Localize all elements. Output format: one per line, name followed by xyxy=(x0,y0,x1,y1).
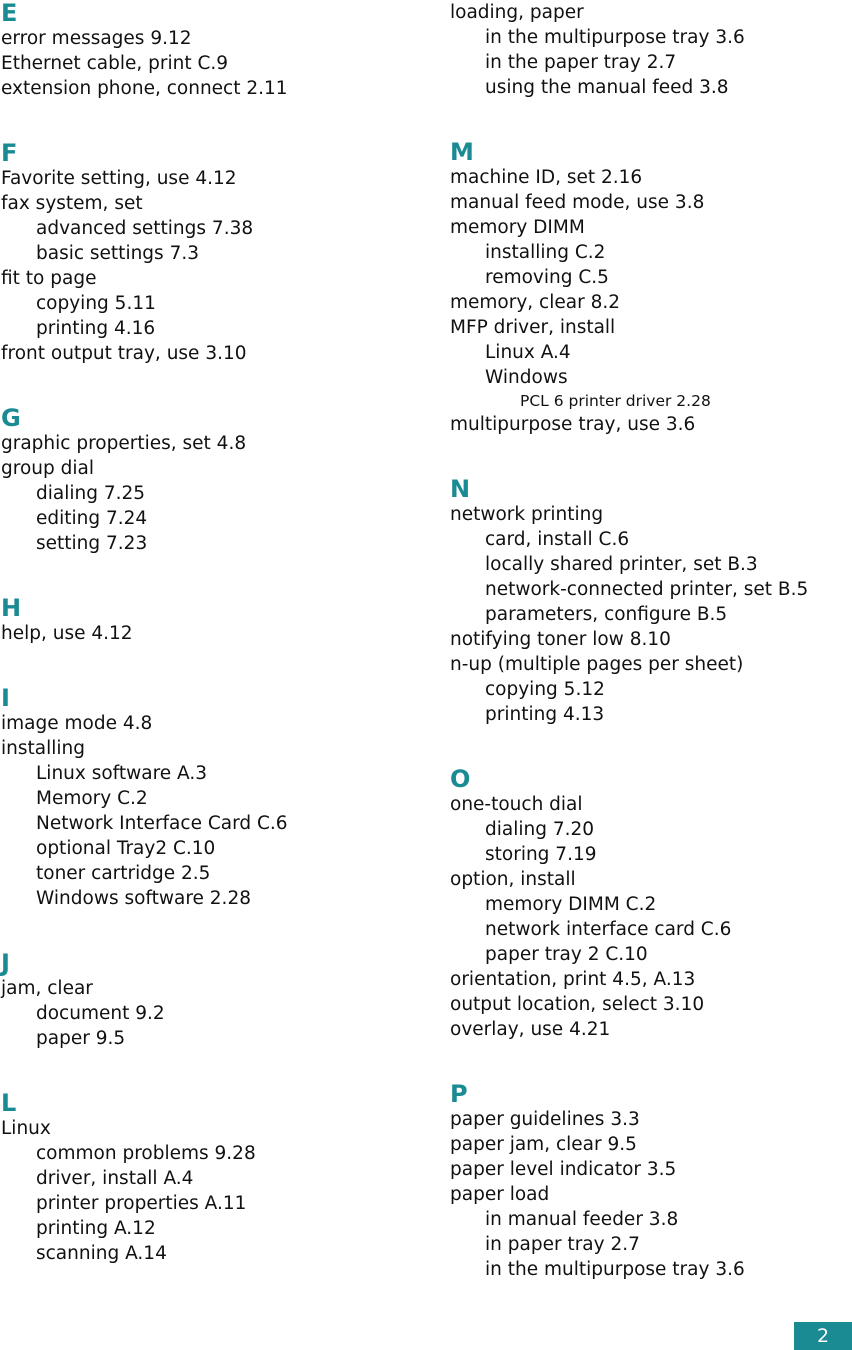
index-subentry: paper 9.5 xyxy=(36,1028,126,1049)
index-entry: extension phone, connect 2.11 xyxy=(1,78,288,99)
index-section xyxy=(1,556,421,646)
index-section xyxy=(1,646,421,911)
index-entry: option, install xyxy=(450,869,576,890)
index-subentry: Windows xyxy=(485,367,568,388)
index-subentry: driver, install A.4 xyxy=(36,1168,194,1189)
index-entry: front output tray, use 3.10 xyxy=(1,343,247,364)
index-subentry: card, install C.6 xyxy=(485,529,630,550)
index-section xyxy=(450,0,850,100)
section-letter: G xyxy=(1,404,21,432)
index-subentry: paper tray 2 C.10 xyxy=(485,944,648,965)
index-subentry: printing 4.13 xyxy=(485,704,605,725)
index-entry: graphic properties, set 4.8 xyxy=(1,433,247,454)
index-subentry: toner cartridge 2.5 xyxy=(36,863,211,884)
index-subentry: optional Tray2 C.10 xyxy=(36,838,216,859)
index-entry: image mode 4.8 xyxy=(1,713,153,734)
index-entry: notifying toner low 8.10 xyxy=(450,629,671,650)
index-subentry: editing 7.24 xyxy=(36,508,148,529)
index-section xyxy=(1,1051,421,1266)
index-entry: network printing xyxy=(450,504,604,525)
section-spacer xyxy=(1,1051,421,1090)
section-spacer xyxy=(1,101,421,140)
section-letter: F xyxy=(1,139,18,167)
index-subentry: printing A.12 xyxy=(36,1218,156,1239)
index-section xyxy=(1,911,421,1051)
index-subentry: in the paper tray 2.7 xyxy=(485,52,677,73)
index-subentry: dialing 7.25 xyxy=(36,483,146,504)
index-entry: machine ID, set 2.16 xyxy=(450,167,643,188)
index-subentry: Memory C.2 xyxy=(36,788,148,809)
section-spacer xyxy=(1,911,421,950)
index-subentry: document 9.2 xyxy=(36,1003,165,1024)
section-letter: M xyxy=(450,138,474,166)
index-entry: Favorite setting, use 4.12 xyxy=(1,168,237,189)
index-entry: multipurpose tray, use 3.6 xyxy=(450,414,696,435)
index-entry: Linux xyxy=(1,1118,51,1139)
section-spacer xyxy=(1,646,421,685)
index-subentry: locally shared printer, set B.3 xyxy=(485,554,758,575)
index-subentry: in manual feeder 3.8 xyxy=(485,1209,679,1230)
index-entry: fax system, set xyxy=(1,193,143,214)
index-subentry: PCL 6 printer driver 2.28 xyxy=(520,392,711,410)
index-section xyxy=(450,100,850,437)
index-section xyxy=(1,366,421,556)
index-subentry: network interface card C.6 xyxy=(485,919,732,940)
index-section xyxy=(1,101,421,366)
page-number-badge: 2 xyxy=(794,1322,852,1350)
index-entry: help, use 4.12 xyxy=(1,623,133,644)
index-entry: one-touch dial xyxy=(450,794,583,815)
section-spacer xyxy=(450,727,850,766)
index-section xyxy=(450,437,850,727)
index-entry: error messages 9.12 xyxy=(1,28,192,49)
index-entry: group dial xyxy=(1,458,94,479)
index-subentry: advanced settings 7.38 xyxy=(36,218,254,239)
index-entry: installing xyxy=(1,738,85,759)
index-entry: Ethernet cable, print C.9 xyxy=(1,53,229,74)
section-letter: P xyxy=(450,1080,468,1108)
index-entry: MFP driver, install xyxy=(450,317,616,338)
index-subentry: printer properties A.11 xyxy=(36,1193,247,1214)
index-subentry: copying 5.12 xyxy=(485,679,605,700)
index-entry: manual feed mode, use 3.8 xyxy=(450,192,705,213)
index-entry: output location, select 3.10 xyxy=(450,994,705,1015)
index-section xyxy=(450,1042,850,1282)
index-subentry: storing 7.19 xyxy=(485,844,597,865)
index-entry: memory DIMM xyxy=(450,217,585,238)
index-subentry: basic settings 7.3 xyxy=(36,243,199,264)
index-entry: fit to page xyxy=(1,268,97,289)
index-entry: orientation, print 4.5, A.13 xyxy=(450,969,696,990)
index-column-right xyxy=(450,0,850,1282)
index-entry: n-up (multiple pages per sheet) xyxy=(450,654,744,675)
index-subentry: Windows software 2.28 xyxy=(36,888,251,909)
section-letter: I xyxy=(1,684,10,712)
index-subentry: Network Interface Card C.6 xyxy=(36,813,288,834)
index-entry: paper guidelines 3.3 xyxy=(450,1109,640,1130)
index-subentry: in the multipurpose tray 3.6 xyxy=(485,27,745,48)
index-subentry: dialing 7.20 xyxy=(485,819,595,840)
index-subentry: Linux software A.3 xyxy=(36,763,208,784)
index-subentry: setting 7.23 xyxy=(36,533,148,554)
section-spacer xyxy=(450,437,850,476)
index-subentry: in the multipurpose tray 3.6 xyxy=(485,1259,745,1280)
index-entry: paper load xyxy=(450,1184,550,1205)
section-spacer xyxy=(1,366,421,405)
section-letter: N xyxy=(450,475,471,503)
index-subentry: common problems 9.28 xyxy=(36,1143,256,1164)
section-spacer xyxy=(450,1042,850,1081)
index-section xyxy=(450,727,850,1042)
index-subentry: installing C.2 xyxy=(485,242,606,263)
section-letter: J xyxy=(1,949,10,977)
index-subentry: network-connected printer, set B.5 xyxy=(485,579,809,600)
index-entry: overlay, use 4.21 xyxy=(450,1019,611,1040)
section-letter: H xyxy=(1,594,22,622)
index-entry: paper level indicator 3.5 xyxy=(450,1159,677,1180)
index-column-left xyxy=(1,0,421,1266)
index-subentry: printing 4.16 xyxy=(36,318,156,339)
index-subentry: in paper tray 2.7 xyxy=(485,1234,640,1255)
index-subentry: copying 5.11 xyxy=(36,293,156,314)
section-spacer xyxy=(450,100,850,139)
section-letter: L xyxy=(1,1089,17,1117)
index-subentry: using the manual feed 3.8 xyxy=(485,77,729,98)
section-letter: E xyxy=(1,0,18,27)
index-entry: jam, clear xyxy=(1,978,93,999)
section-spacer xyxy=(1,556,421,595)
index-entry: memory, clear 8.2 xyxy=(450,292,620,313)
index-entry: loading, paper xyxy=(450,2,584,23)
index-subentry: memory DIMM C.2 xyxy=(485,894,657,915)
section-letter: O xyxy=(450,765,471,793)
index-section xyxy=(1,0,421,101)
index-subentry: Linux A.4 xyxy=(485,342,571,363)
index-subentry: scanning A.14 xyxy=(36,1243,167,1264)
index-subentry: parameters, configure B.5 xyxy=(485,604,728,625)
index-entry: paper jam, clear 9.5 xyxy=(450,1134,637,1155)
index-subentry: removing C.5 xyxy=(485,267,609,288)
